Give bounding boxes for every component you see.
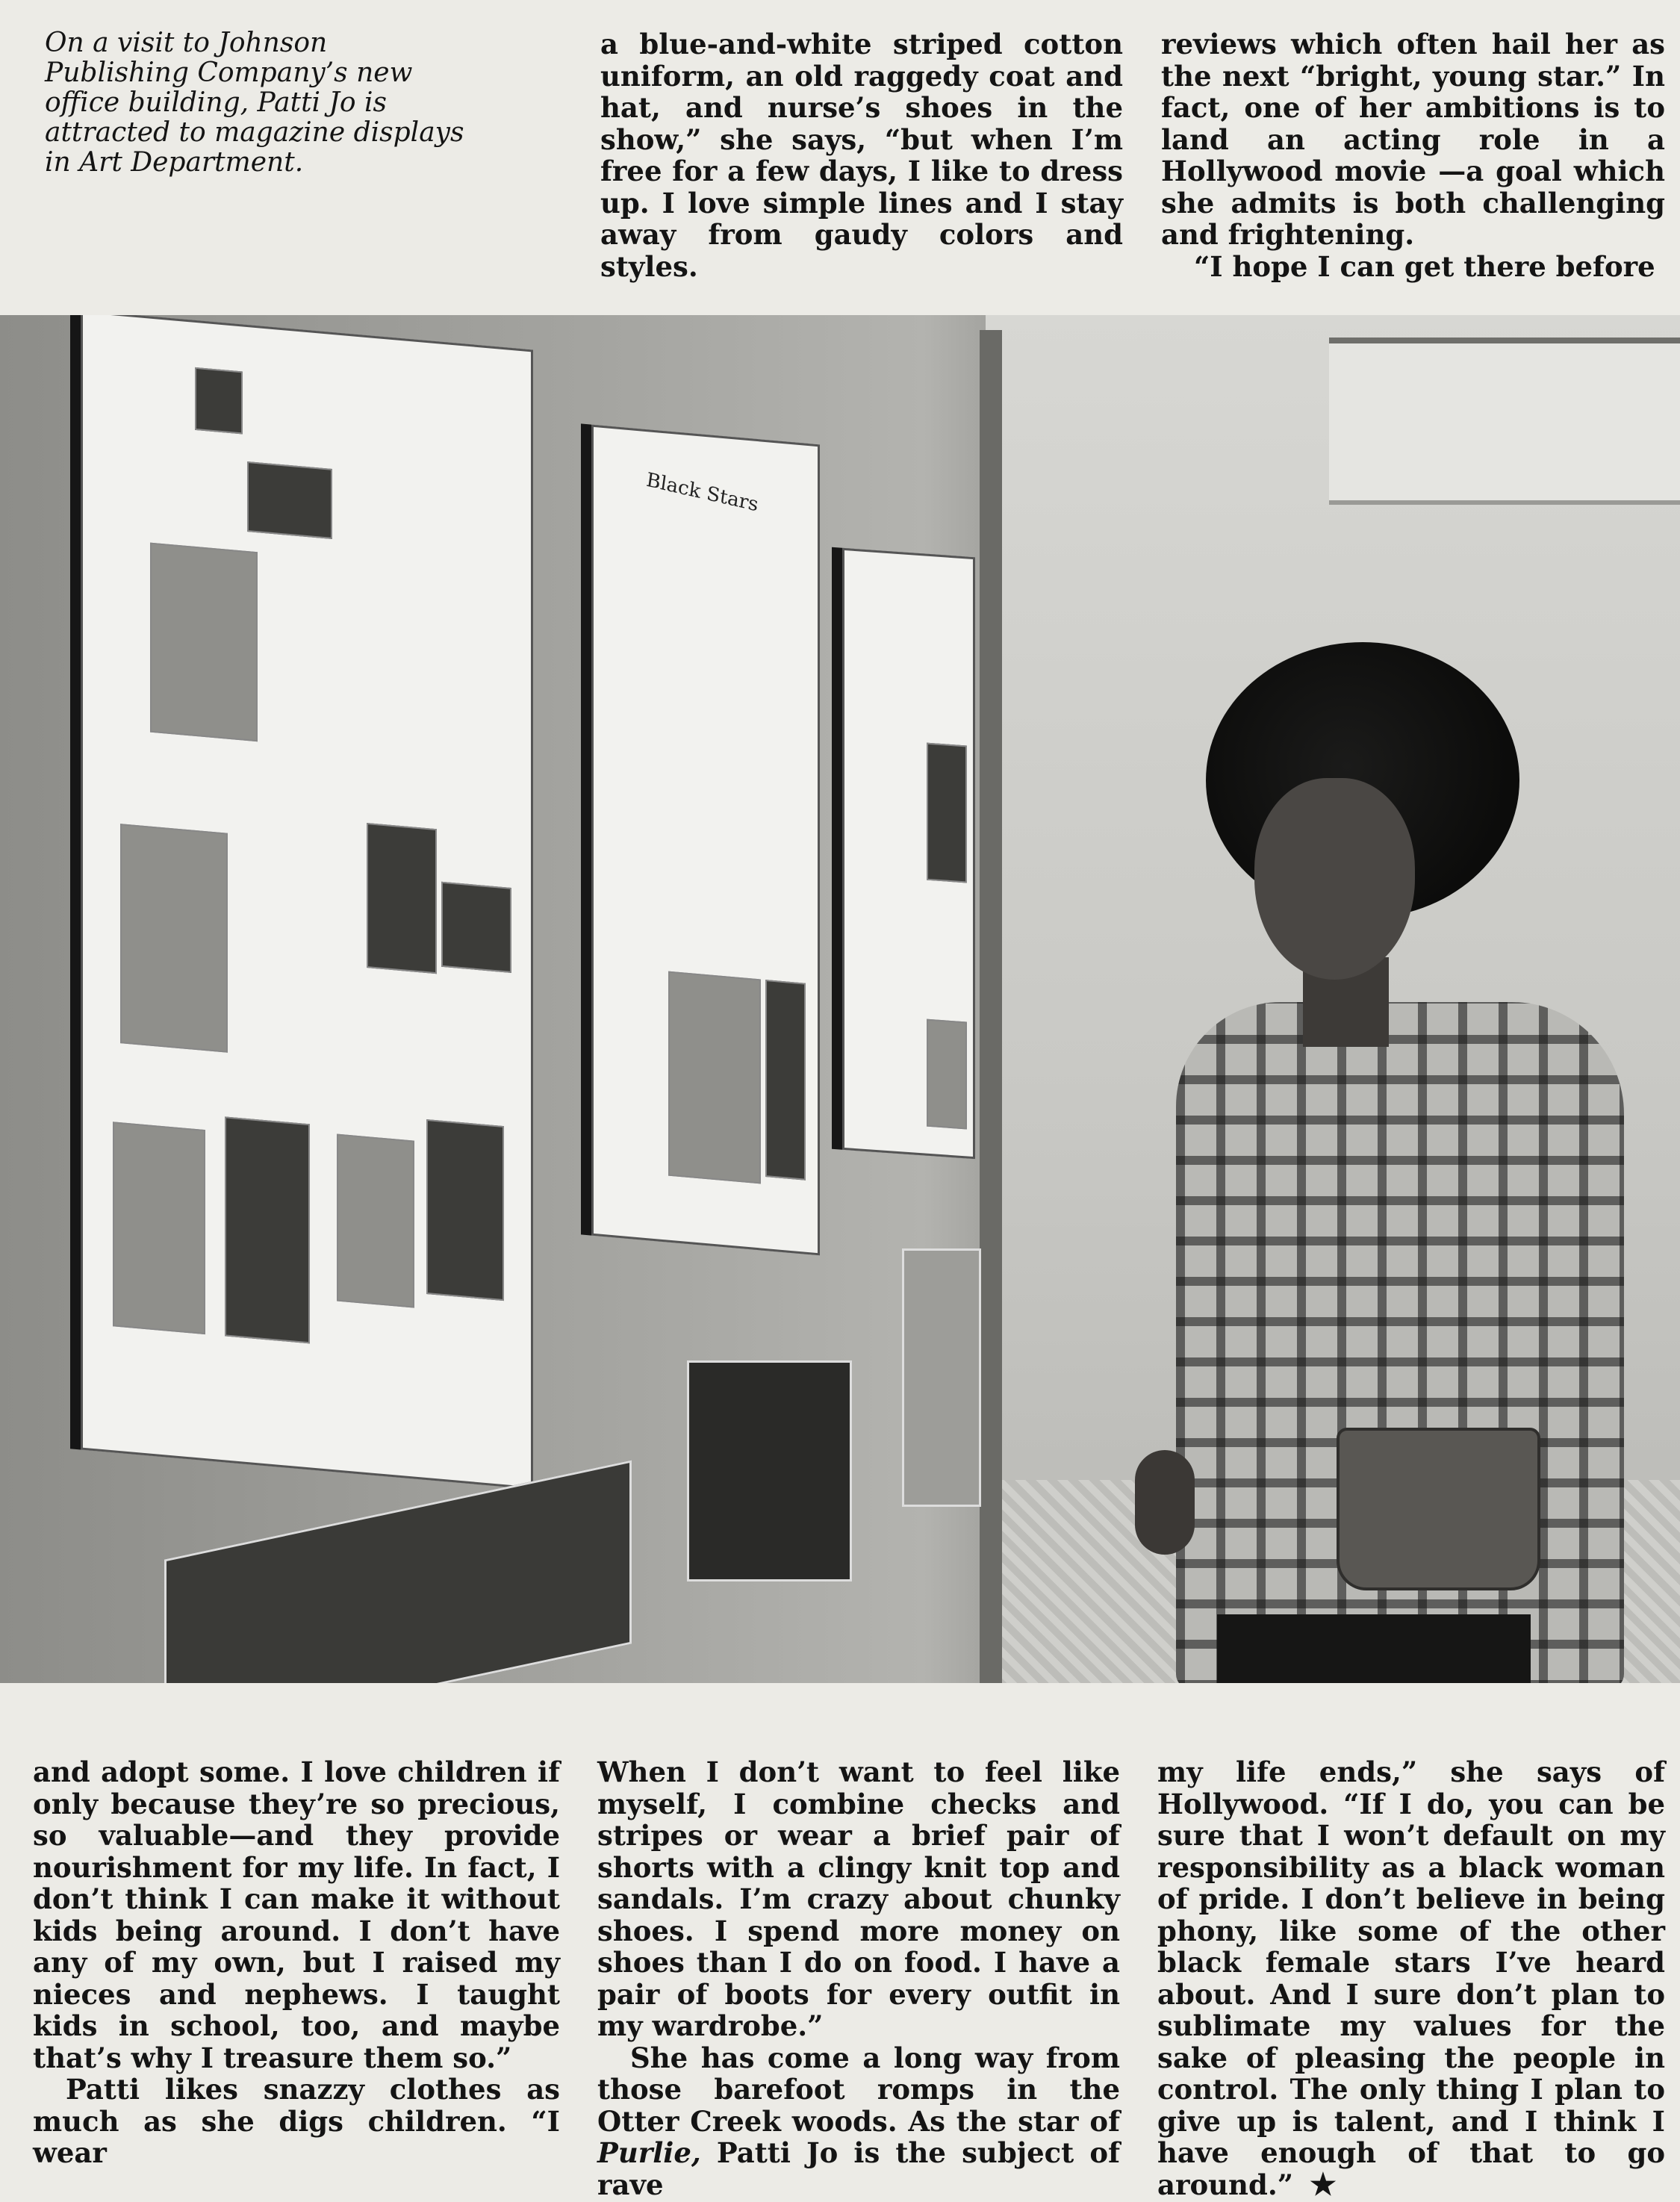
caption-line-5: in Art Department. xyxy=(45,147,304,178)
paragraph: a blue-and-white striped cotton uniform, an old raggedy coat and hat, and nurse’s shoes in the show,” she says, “but when I’m free for a few days, I like to dress up. I love simple lines and I stay away from gaudy colors and styles. xyxy=(600,28,1123,283)
ceiling xyxy=(1329,338,1680,505)
poster xyxy=(687,1360,852,1581)
bottom-column-1 xyxy=(33,1756,560,2169)
pants xyxy=(1217,1614,1531,1683)
play-title: Purlie, xyxy=(597,2136,701,2169)
caption-line-4: attracted to magazine displays xyxy=(45,117,464,148)
door-frame xyxy=(980,330,1002,1683)
shoulder-bag xyxy=(1337,1428,1540,1590)
poster xyxy=(164,1460,632,1683)
paragraph xyxy=(1157,1756,1665,2201)
paragraph-text: She has come a long way from those barefoot romps in the Otter Creek woods. As the star of xyxy=(597,2041,1120,2138)
paragraph: reviews which often hail her as the next “bright, young star.” In fact, one of her ambitions is to land an acting role in a Hollywood movie —a goal which she admits is both challenging and frightening. xyxy=(1161,28,1665,251)
paragraph: “I hope I can get there before xyxy=(1194,249,1655,283)
bottom-column-2 xyxy=(597,1756,1120,2201)
caption-line-1: On a visit to Johnson xyxy=(45,28,328,58)
photograph xyxy=(0,315,1680,1683)
paragraph: and adopt some. I love children if only because they’re so precious, so valuable—and they provide nourishment for my life. In fact, I don’t think I can make it without kids being around. I don’t have any of my own, but I raised my nieces and nephews. I taught kids in school, too, and maybe that’s why I treasure them so.” xyxy=(33,1755,560,2074)
bottom-column-3 xyxy=(1157,1756,1665,2201)
top-column-2 xyxy=(600,28,1123,282)
display-board-1 xyxy=(81,315,533,1490)
top-column-3 xyxy=(1161,28,1665,282)
paragraph: Patti likes snazzy clothes as much as she digs children. “I wear xyxy=(33,2073,560,2169)
paragraph-text: my life ends,” she says of Hollywood. “If I do, you can be sure that I won’t default on my responsibility as a black woman of pride. I don’t believe in being phony, like some of the other black female stars I’ve heard about. And I sure don’t plan to sublimate my values for the sake of pleasing the people in control. The only thing I plan to give up is talent, and I think I have enough of that to go around.” xyxy=(1157,1755,1665,2201)
caption-line-3: office building, Patti Jo is xyxy=(45,87,388,118)
paragraph: When I don’t want to feel like myself, I combine checks and stripes or wear a brief pair of shorts with a clingy knit top and sandals. I’m crazy about chunky shoes. I spend more money on shoes than I do on food. I have a pair of boots for every outfit in my wardrobe.” xyxy=(597,1755,1120,2042)
hand xyxy=(1135,1450,1195,1555)
caption-line-2: Publishing Company’s new xyxy=(45,57,413,88)
display-board-2 xyxy=(591,425,820,1256)
poster xyxy=(902,1248,981,1507)
paragraph xyxy=(597,2042,1120,2201)
face xyxy=(1254,778,1415,980)
photo-caption xyxy=(45,28,523,178)
end-mark-star-icon: ★ xyxy=(1309,2166,1337,2202)
board-title: Black Stars xyxy=(644,468,760,517)
paragraph-text: Patti Jo is the subject of rave xyxy=(597,2136,1120,2201)
display-board-3 xyxy=(842,548,975,1159)
